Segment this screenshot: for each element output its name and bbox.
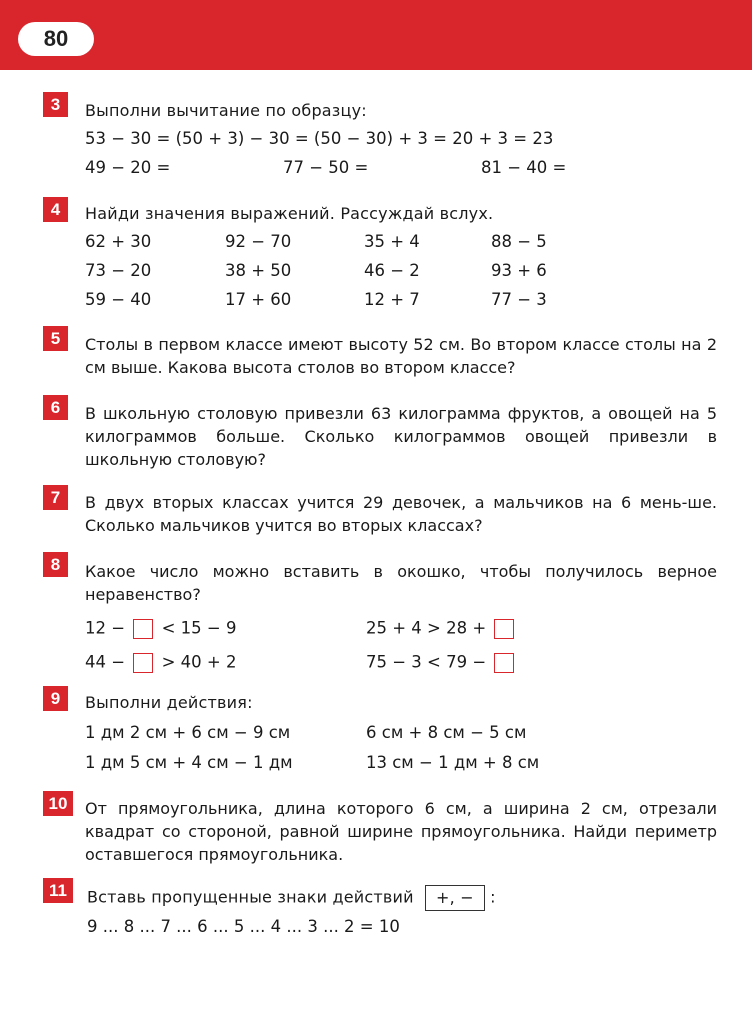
task-4-expr: 62 + 30 [85,232,152,251]
task-3-item: 49 − 20 = [85,158,171,177]
task-3-instruction: Выполни вычитание по образцу: [85,101,367,120]
task-4-expr: 59 − 40 [85,290,152,309]
task-9-item: 6 см + 8 см − 5 см [366,723,527,742]
task-6-number: 6 [43,395,68,420]
answer-box[interactable] [494,619,514,639]
task-9-number: 9 [43,686,68,711]
task-8-number: 8 [43,552,68,577]
task-4-expr: 46 − 2 [364,261,420,280]
answer-box[interactable] [133,653,153,673]
task-3-number: 3 [43,92,68,117]
task-6-text: В школьную столовую привезли 63 килограмма фруктов, а овощей на 5 килограммов больше. Сколько килограммов овощей привезли в школьную столовую? [85,404,717,469]
task-8-pre: 75 − 3 < 79 − [366,652,487,672]
task-11-number: 11 [43,878,73,903]
task-11-instruction-line [87,885,496,911]
signs-box: +, − [425,885,485,911]
task-8-pre: 25 + 4 > 28 + [366,618,487,638]
page-header [0,0,752,70]
answer-box[interactable] [494,653,514,673]
task-7-number: 7 [43,485,68,510]
task-8-text: Какое число можно вставить в окошко, чтобы получилось верное неравенство? [85,562,717,604]
task-4-expr: 92 − 70 [225,232,292,251]
task-3-item: 81 − 40 = [481,158,567,177]
page-number: 80 [18,22,94,56]
task-8-inequality [85,617,236,640]
task-8-post: > 40 + 2 [161,652,237,672]
task-8-pre: 44 − [85,652,126,672]
task-4-expr: 73 − 20 [85,261,152,280]
task-4-expr: 38 + 50 [225,261,292,280]
task-7-text: В двух вторых классах учится 29 девочек, а мальчиков на 6 мень-ше. Сколько мальчиков учится во вторых классах? [85,493,717,535]
task-4-instruction: Найди значения выражений. Рассуждай вслух. [85,204,494,223]
task-9-item: 1 дм 2 см + 6 см − 9 см [85,723,291,742]
task-8-inequality [85,651,236,674]
task-3-sample: 53 − 30 = (50 + 3) − 30 = (50 − 30) + 3 = 20 + 3 = 23 [85,129,554,148]
task-4-expr: 35 + 4 [364,232,420,251]
task-4-expr: 77 − 3 [491,290,547,309]
task-10-number: 10 [43,791,73,816]
task-4-expr: 12 + 7 [364,290,420,309]
task-8-inequality [366,617,517,640]
task-8-pre: 12 − [85,618,126,638]
task-8-post: < 15 − 9 [161,618,237,638]
task-3-item: 77 − 50 = [283,158,369,177]
task-4-expr: 17 + 60 [225,290,292,309]
task-9-item: 13 см − 1 дм + 8 см [366,753,540,772]
task-9-instruction: Выполни действия: [85,693,253,712]
task-11-colon: : [490,887,496,907]
task-4-number: 4 [43,197,68,222]
task-5-number: 5 [43,326,68,351]
task-4-expr: 88 − 5 [491,232,547,251]
task-4-expr: 93 + 6 [491,261,547,280]
task-9-item: 1 дм 5 см + 4 см − 1 дм [85,753,293,772]
task-10-text: От прямоугольника, длина которого 6 см, а ширина 2 см, отрезали квадрат со стороной, равной ширине прямоугольника. Найди периметр оставшегося прямоугольника. [85,799,717,864]
answer-box[interactable] [133,619,153,639]
task-11-expression: 9 ... 8 ... 7 ... 6 ... 5 ... 4 ... 3 ... 2 = 10 [87,917,400,936]
task-8-inequality [366,651,517,674]
task-5-text: Столы в первом классе имеют высоту 52 см. Во втором классе столы на 2 см выше. Какова высота столов во втором классе? [85,335,717,377]
task-11-instruction: Вставь пропущенные знаки действий [87,887,414,907]
